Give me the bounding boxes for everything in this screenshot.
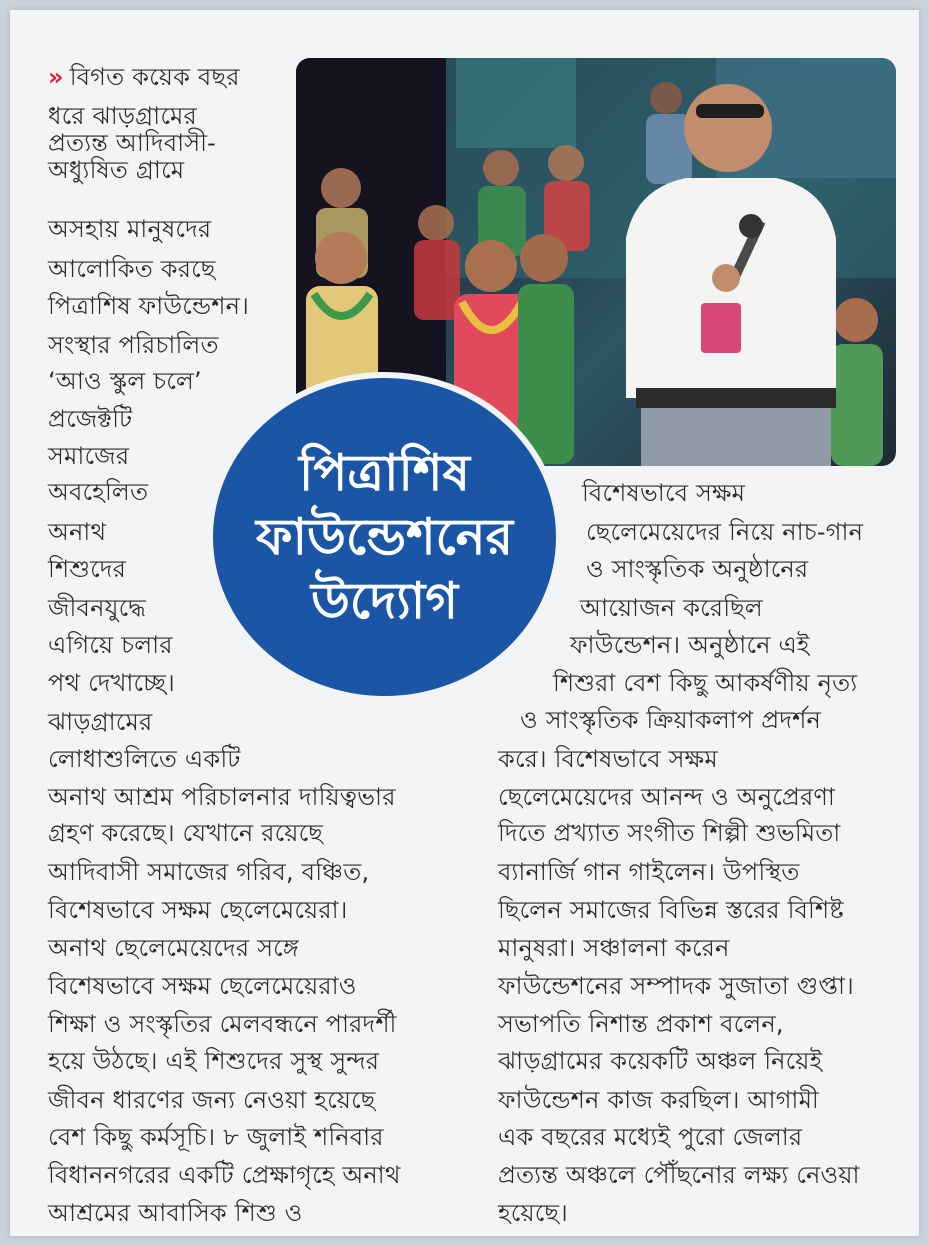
left-line: প্রজেক্টটি <box>48 405 133 433</box>
left-line: ধরে ঝাড়গ্রামের <box>48 102 197 130</box>
left-line: জীবন ধারণের জন্য নেওয়া হয়েছে <box>48 1086 376 1114</box>
left-line: ঝাড়গ্রামের <box>48 708 153 736</box>
right-line: ব্যানার্জি গান গাইলেন। উপস্থিত <box>498 858 800 886</box>
left-line <box>48 62 240 92</box>
left-line: পিত্রাশিষ ফাউন্ডেশন। <box>48 292 249 320</box>
headline-line-3: উদ্যোগ <box>310 572 459 630</box>
left-line: জীবনযুদ্ধে <box>48 594 147 622</box>
right-line: শিশুরা বেশ কিছু আকর্ষণীয় নৃত্য <box>553 669 858 697</box>
left-line: শিক্ষা ও সংস্কৃতির মেলবন্ধনে পারদর্শী <box>48 1010 397 1038</box>
right-line: ফাউন্ডেশনের সম্পাদক সুজাতা গুপ্তা। <box>498 972 854 1000</box>
left-line: বেশ কিছু কর্মসূচি। ৮ জুলাই শনিবার <box>48 1123 384 1151</box>
right-line: বিশেষভাবে সক্ষম <box>582 479 746 507</box>
left-line: লোধাশুলিতে একটি <box>48 745 241 773</box>
right-line: ছেলেমেয়েদের নিয়ে নাচ-গান <box>586 518 864 546</box>
left-line: প্রত্যন্ত আদিবাসী- <box>48 129 217 157</box>
left-line: সংস্থার পরিচালিত <box>48 331 219 359</box>
right-line: এক বছরের মধ্যেই পুরো জেলার <box>498 1123 803 1151</box>
right-line: আয়োজন করেছিল <box>580 594 763 622</box>
left-line: হয়ে উঠছে। এই শিশুদের সুস্থ সুন্দর <box>48 1047 380 1075</box>
left-line: বিশেষভাবে সক্ষম ছেলেমেয়েরাও <box>48 972 357 1000</box>
left-line: আশ্রমের আবাসিক শিশু ও <box>48 1199 303 1227</box>
right-line: হয়েছে। <box>498 1199 568 1227</box>
left-line: অধ্যুষিত গ্রামে <box>48 156 185 184</box>
right-line: ছেলেমেয়েদের আনন্দ ও অনুপ্রেরণা <box>498 783 836 811</box>
right-line: ও সাংস্কৃতিক ক্রিয়াকলাপ প্রদর্শন <box>520 706 822 734</box>
left-line: সমাজের <box>48 442 130 470</box>
left-line: গ্রহণ করেছে। যেখানে রয়েছে <box>48 819 324 847</box>
right-line: সভাপতি নিশান্ত প্রকাশ বলেন, <box>498 1010 784 1038</box>
left-line: এগিয়ে চলার <box>48 631 173 659</box>
left-line: অবহেলিত <box>48 478 149 506</box>
headline-line-2: ফাউন্ডেশনের <box>255 508 514 566</box>
right-line: প্রত্যন্ত অঞ্চলে পৌঁছনোর লক্ষ্য নেওয়া <box>498 1161 860 1189</box>
right-line: দিতে প্রখ্যাত সংগীত শিল্পী শুভমিতা <box>498 819 841 847</box>
right-line: ঝাড়গ্রামের কয়েকটি অঞ্চল নিয়েই <box>498 1047 823 1075</box>
left-line: বিধাননগরের একটি প্রেক্ষাগৃহে অনাথ <box>48 1161 401 1189</box>
headline-badge <box>207 372 562 702</box>
left-line: অনাথ <box>48 518 107 546</box>
right-line: ছিলেন সমাজের বিভিন্ন স্তরের বিশিষ্ট <box>498 896 844 924</box>
left-line: আদিবাসী সমাজের গরিব, বঞ্চিত, <box>48 858 370 886</box>
right-line: ফাউন্ডেশন। অনুষ্ঠানে এই <box>570 631 810 659</box>
left-line: অনাথ আশ্রম পরিচালনার দায়িত্বভার <box>48 783 396 811</box>
left-line: পথ দেখাচ্ছে। <box>48 669 175 697</box>
right-line: ও সাংস্কৃতিক অনুষ্ঠানের <box>586 555 809 583</box>
left-line: অসহায় মানুষদের <box>48 215 212 243</box>
chevron-right-icon: » <box>48 63 64 91</box>
left-line: অনাথ ছেলেমেয়েদের সঙ্গে <box>48 934 299 962</box>
right-line: ফাউন্ডেশন কাজ করছিল। আগামী <box>498 1086 819 1114</box>
left-line: আলোকিত করছে <box>48 255 216 283</box>
left-line: শিশুদের <box>48 555 126 583</box>
headline-line-1: পিত্রাশিষ <box>299 444 470 502</box>
right-line: মানুষরা। সঞ্চালনা করেন <box>498 934 730 962</box>
left-line: বিশেষভাবে সক্ষম ছেলেমেয়েরা। <box>48 896 348 924</box>
left-line-text: বিগত কয়েক বছর <box>69 63 240 91</box>
right-line: করে। বিশেষভাবে সক্ষম <box>498 745 718 773</box>
left-line: ‘আও স্কুল চলে’ <box>48 367 202 395</box>
